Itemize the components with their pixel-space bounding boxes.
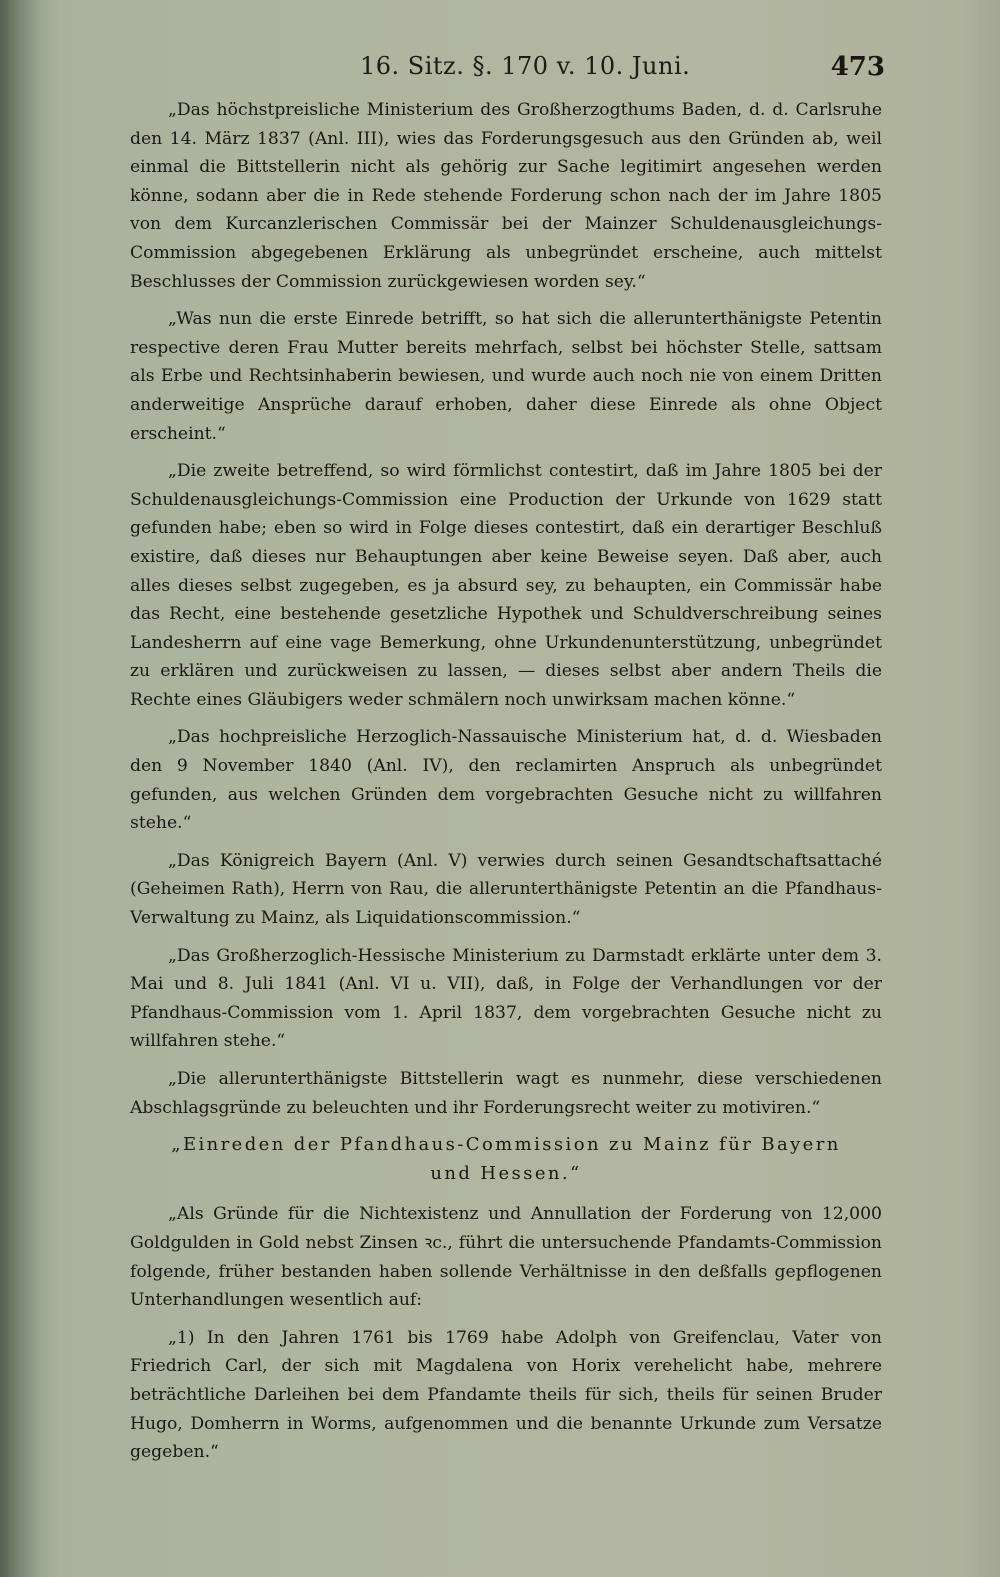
running-head: 16. Sitz. §. 170 v. 10. Juni. — [360, 52, 691, 80]
paragraph-petitioner-motivation: „Die allerunterthänigste Bittstellerin wagt es nunmehr, diese verschiedenen Abschlagsgründe zu beleuchten und ihr Forderungsrecht weiter zu motiviren.“ — [130, 1069, 882, 1118]
paragraph-hesse-ministry: „Das Großherzoglich-Hessische Ministerium zu Darmstadt erklärte unter dem 3. Mai und 8. Juli 1841 (Anl. VI u. VII), daß, in Folge der Verhandlungen vor der Pfandhaus-Commission vom 1. April 1837, dem vorgebrachten Gesuche nicht zu willfahren stehe.“ — [130, 945, 882, 1052]
paragraph-bavaria: „Das Königreich Bayern (Anl. V) verwies durch seinen Gesandtschaftsattaché (Geheimen Rath), Herrn von Rau, die allerunterthänigste Petentin an die Pfandhaus-Verwaltung zu Mainz, als Liquidationscommission.“ — [130, 850, 882, 929]
paragraph-baden-ministry: „Das höchstpreisliche Ministerium des Großherzogthums Baden, d. d. Carlsruhe den 14. März 1837 (Anl. III), wies das Forderungsgesuch aus den Gründen ab, weil einmal die Bittstellerin nicht als gehörig zur Sache legitimirt angesehen werden könne, sodann aber die in Rede stehende Forderung schon nach der im Jahre 1805 von dem Kurcanzlerischen Commissär bei der Mainzer Schuldenausgleichungs-Commission abgegebenen Erklärung als unbegründet erscheine, auch mittelst Beschlusses der Commission zurückgewiesen worden sey.“ — [130, 100, 882, 292]
page-number: 473 — [830, 52, 885, 82]
body-text — [130, 96, 882, 1476]
paragraph-second-objection: „Die zweite betreffend, so wird förmlichst contestirt, daß im Jahre 1805 bei der Schuldenausgleichungs-Commission eine Production der Urkunde von 1629 statt gefunden habe; eben so wird in Folge dieses contestirt, daß ein derartiger Beschluß existire, daß dieses nur Behauptungen aber keine Beweise seyen. Daß aber, auch alles dieses selbst zugegeben, es ja absurd sey, zu behaupten, ein Commissär habe das Recht, eine bestehende gesetzliche Hypothek und Schuldverschreibung seines Landesherrn auf eine vage Bemerkung, ohne Urkundenunterstützung, unbegründet zu erklären und zurückweisen zu lassen, — dieses selbst aber andern Theils die Rechte eines Gläubigers weder schmälern noch unwirksam machen könne.“ — [130, 461, 882, 710]
section-heading: „Einreden der Pfandhaus-Commission zu Mainz für Bayern und Hessen.“ — [171, 1134, 841, 1184]
paragraph-nassau-ministry: „Das hochpreisliche Herzoglich-Nassauische Ministerium hat, d. d. Wiesbaden den 9 November 1840 (Anl. IV), den reclamirten Anspruch als unbegründet gefunden, aus welchen Gründen dem vorgebrachten Gesuche nicht zu willfahren stehe.“ — [130, 727, 882, 834]
paragraph-first-objection: „Was nun die erste Einrede betrifft, so hat sich die allerunterthänigste Petentin respective deren Frau Mutter bereits mehrfach, selbst bei höchster Stelle, sattsam als Erbe und Rechtsinhaberin bewiesen, und wurde auch noch nie von einem Dritten anderweitige Ansprüche darauf erhoben, daher diese Einrede als ohne Object erscheint.“ — [130, 309, 882, 444]
paragraph-grounds: „Als Gründe für die Nichtexistenz und Annullation der Forderung von 12,000 Goldgulden in Gold nebst Zinsen ꝛc., führt die untersuchende Pfandamts-Commission folgende, früher bestanden haben sollende Verhältnisse in den deßfalls gepflogenen Unterhandlungen wesentlich auf: — [130, 1204, 882, 1311]
paragraph-point-1: „1) In den Jahren 1761 bis 1769 habe Adolph von Greifenclau, Vater von Friedrich Carl, der sich mit Magdalena von Horix verehelicht habe, mehrere beträchtliche Darleihen bei dem Pfandamte theils für sich, theils für seinen Bruder Hugo, Domherrn in Worms, aufgenommen und die benannte Urkunde zum Versatze gegeben.“ — [130, 1327, 882, 1463]
page-header — [120, 52, 885, 92]
